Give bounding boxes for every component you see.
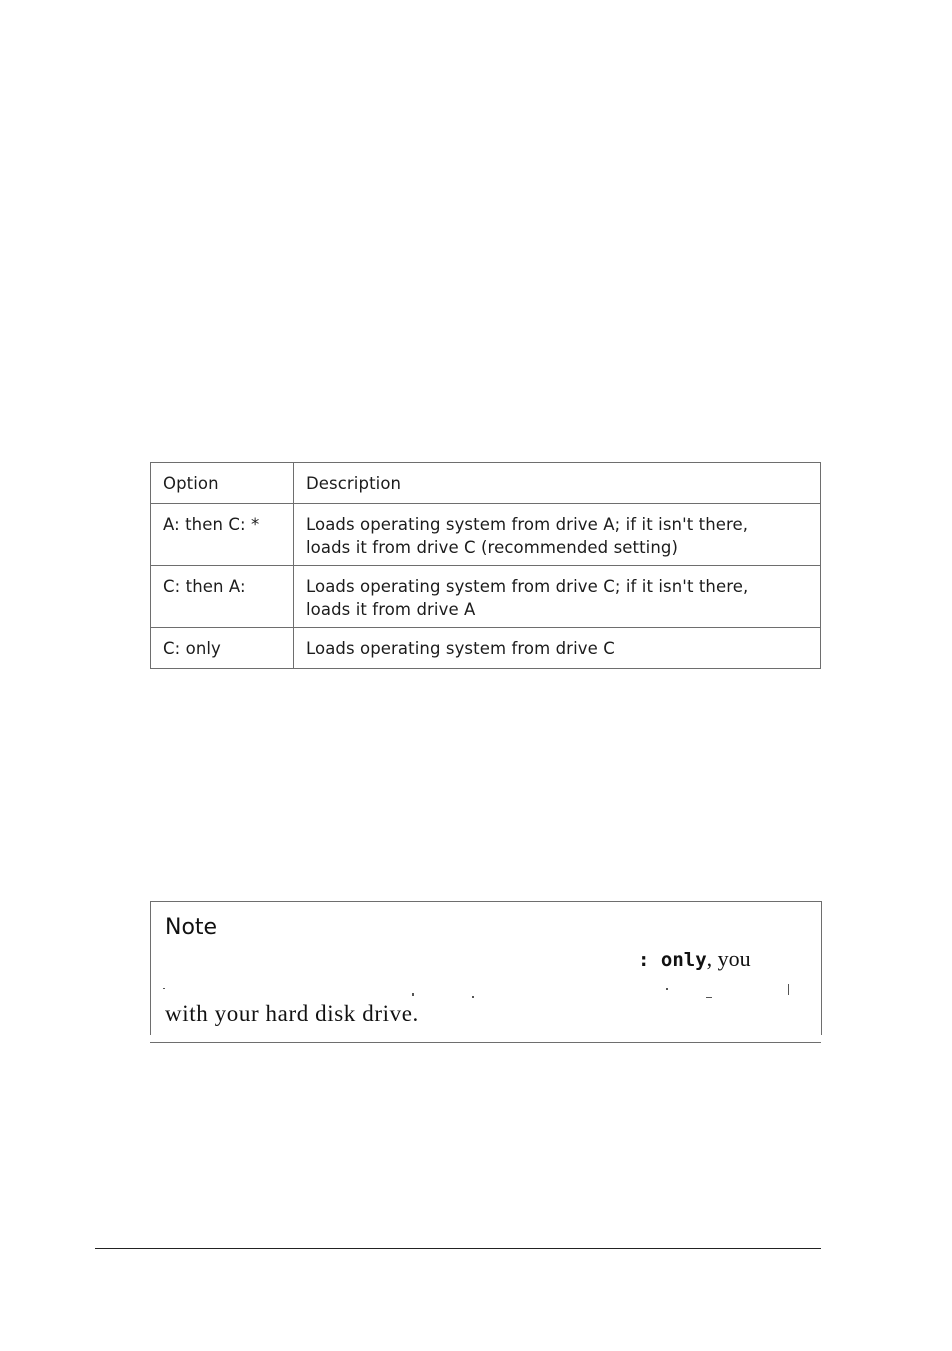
description-line: Loads operating system from drive C; if it isn't there, (306, 577, 749, 596)
description-cell (294, 628, 821, 669)
description-column-header: Description (294, 463, 821, 504)
note-text-line: with your hard disk drive. (165, 1001, 419, 1026)
option-column-header: Option (151, 463, 294, 504)
note-code-text: : only (638, 949, 707, 971)
description-cell (294, 504, 821, 566)
footer-rule (95, 1248, 821, 1249)
note-box (150, 901, 822, 1035)
option-cell: C: only (151, 628, 294, 669)
option-cell: A: then C: * (151, 504, 294, 566)
note-text-line (638, 946, 751, 973)
description-line: loads it from drive C (recommended setting) (306, 538, 679, 557)
scan-artifact (788, 984, 789, 995)
scan-artifact (472, 996, 474, 998)
table-row (151, 566, 821, 628)
note-bottom-rule (150, 1042, 821, 1043)
scan-artifact (706, 997, 712, 998)
table-row (151, 504, 821, 566)
boot-options-table (150, 462, 821, 669)
table-row (151, 628, 821, 669)
note-title: Note (165, 915, 218, 940)
description-line: Loads operating system from drive A; if it isn't there, (306, 515, 749, 534)
note-text-fragment: , you (706, 946, 751, 971)
scan-artifact (163, 988, 165, 989)
description-cell (294, 566, 821, 628)
scan-artifact (412, 993, 414, 996)
table-header-row (151, 463, 821, 504)
description-line: loads it from drive A (306, 600, 476, 619)
description-line: Loads operating system from drive C (306, 639, 615, 658)
option-cell: C: then A: (151, 566, 294, 628)
scan-artifact (666, 988, 668, 990)
